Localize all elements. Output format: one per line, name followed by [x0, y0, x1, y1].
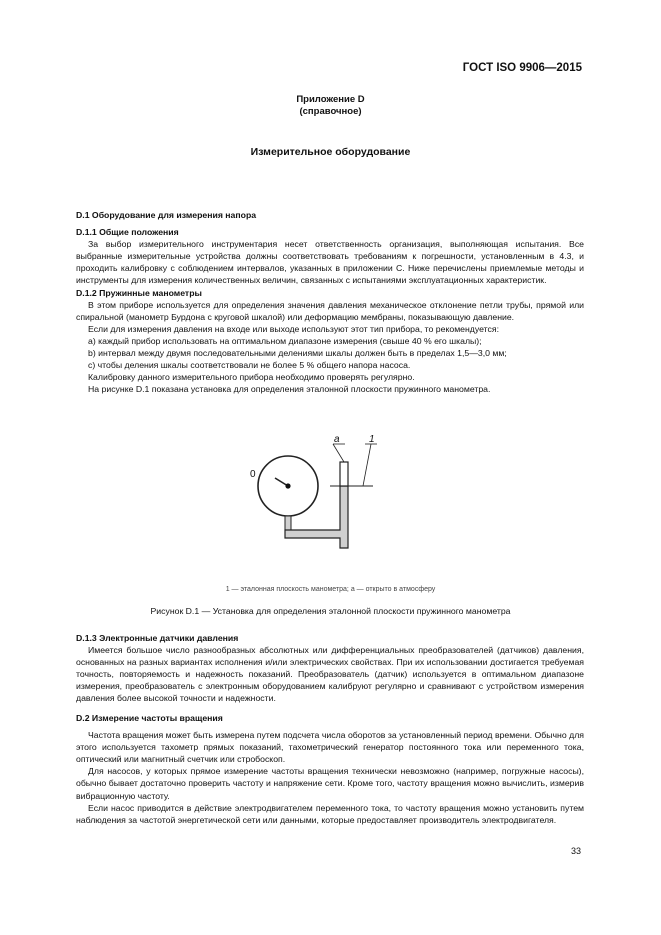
appendix-subtitle: (справочное) [299, 106, 362, 117]
list-item-c: c) чтобы деления шкалы соответствовали не более 5 % общего напора насоса. [88, 360, 411, 371]
heading-d1: D.1 Оборудование для измерения напора [76, 210, 257, 220]
paragraph-d2-1: Частота вращения может быть измерена путем подсчета числа оборотов за установленный период времени. Обычно для этого используется тахометр прямых показаний, тахометрический генератор постоянного тока или переменного тока, оптический или магнитный счетчик или стробоскоп. [76, 730, 584, 765]
label-1: 1 [369, 434, 375, 445]
paragraph-d12-3: Калибровку данного измерительного прибора необходимо проверять регулярно. [88, 372, 415, 383]
list-item-a: a) каждый прибор использовать на оптимальном диапазоне измерения (свыше 40 % его шкалы); [88, 335, 482, 346]
page-number: 33 [570, 846, 581, 856]
open-tube [340, 462, 348, 486]
paragraph-d12-4: На рисунке D.1 показана установка для определения эталонной плоскости пружинного манометра. [88, 384, 491, 395]
list-item-b: b) интервал между двумя последовательными делениями шкалы должен быть в пределах 1,5—3,0 мм; [88, 348, 507, 359]
label-a: a [334, 434, 340, 445]
leader-1 [363, 444, 371, 486]
zero-label: 0 [250, 469, 256, 480]
paragraph-d11: За выбор измерительного инструментария несет ответственность организация, выполняющая испытания. Все выбранные измерительные устройства должны соответствовать требованиям к погрешности, установленным в 4.3, и проходить калибровку с соблюдением интервалов, указанных в приложении С. Ниже перечислены приемлемые методы и инструменты для измерения количественных величин, связанных с испытаниями эксплуатационных характеристик. [76, 239, 584, 286]
appendix-title: Приложение D [296, 94, 365, 105]
document-title: Измерительное оборудование [250, 146, 411, 158]
paragraph-d2-2: Для насосов, у которых прямое измерение частоты вращения технически невозможно (например, погружные насосы), обычно бывает достаточно проверить частоту и напряжение сети. Кроме того, частоту вращения можно вычислить, измерив вибрационную частоту. [76, 766, 584, 801]
figure-legend: 1 — эталонная плоскость манометра; a — открыто в атмосферу [225, 586, 436, 593]
leader-a [333, 444, 344, 462]
heading-d13: D.1.3 Электронные датчики давления [76, 633, 239, 643]
appendix-header [0, 94, 661, 118]
paragraph-d2-3: Если насос приводится в действие электродвигателем переменного тока, то частоту вращения можно установить путем наблюдения за частотой энергетической сети или данными, которые предоставляет производитель электродвигателя. [76, 802, 584, 825]
paragraph-d12-2: Если для измерения давления на входе или выходе используют этот тип прибора, то рекомендуется: [88, 323, 499, 334]
section-d1 [76, 209, 584, 395]
section-d13 [76, 632, 584, 705]
standard-number: ГОСТ ISO 9906—2015 [462, 62, 582, 74]
section-d2 [76, 712, 584, 826]
paragraph-d13: Имеется большое число разнообразных абсолютных или дифференциальных преобразователей (датчиков) давления, основанных на разных вариантах исполнения и/или электрических свойствах. При их использовании достигается требуемая точность, повторяемость и надежность показаний. Преобразователь (датчик) используется в оптимальном диапазоне измерения, преобразователь с электронным оборудованием калибруют регулярно и сравнивают с устройством измерения давления более высокой точности и надежности. [76, 645, 584, 704]
heading-d12: D.1.2 Пружинные манометры [76, 287, 202, 298]
paragraph-d12-1: В этом приборе используется для определения значения давления механическое отклонение петли трубы, прямой или спиральной (манометр Бурдона с круговой шкалой) или деформацию мембраны, показывающую давление. [76, 299, 584, 322]
figure-caption: Рисунок D.1 — Установка для определения эталонной плоскости пружинного манометра [150, 606, 511, 616]
gauge-stem [285, 516, 291, 530]
heading-d11: D.1.1 Общие положения [76, 227, 179, 238]
gauge-pivot [285, 483, 290, 488]
heading-d2: D.2 Измерение частоты вращения [76, 713, 223, 723]
manometer-figure [230, 430, 390, 580]
